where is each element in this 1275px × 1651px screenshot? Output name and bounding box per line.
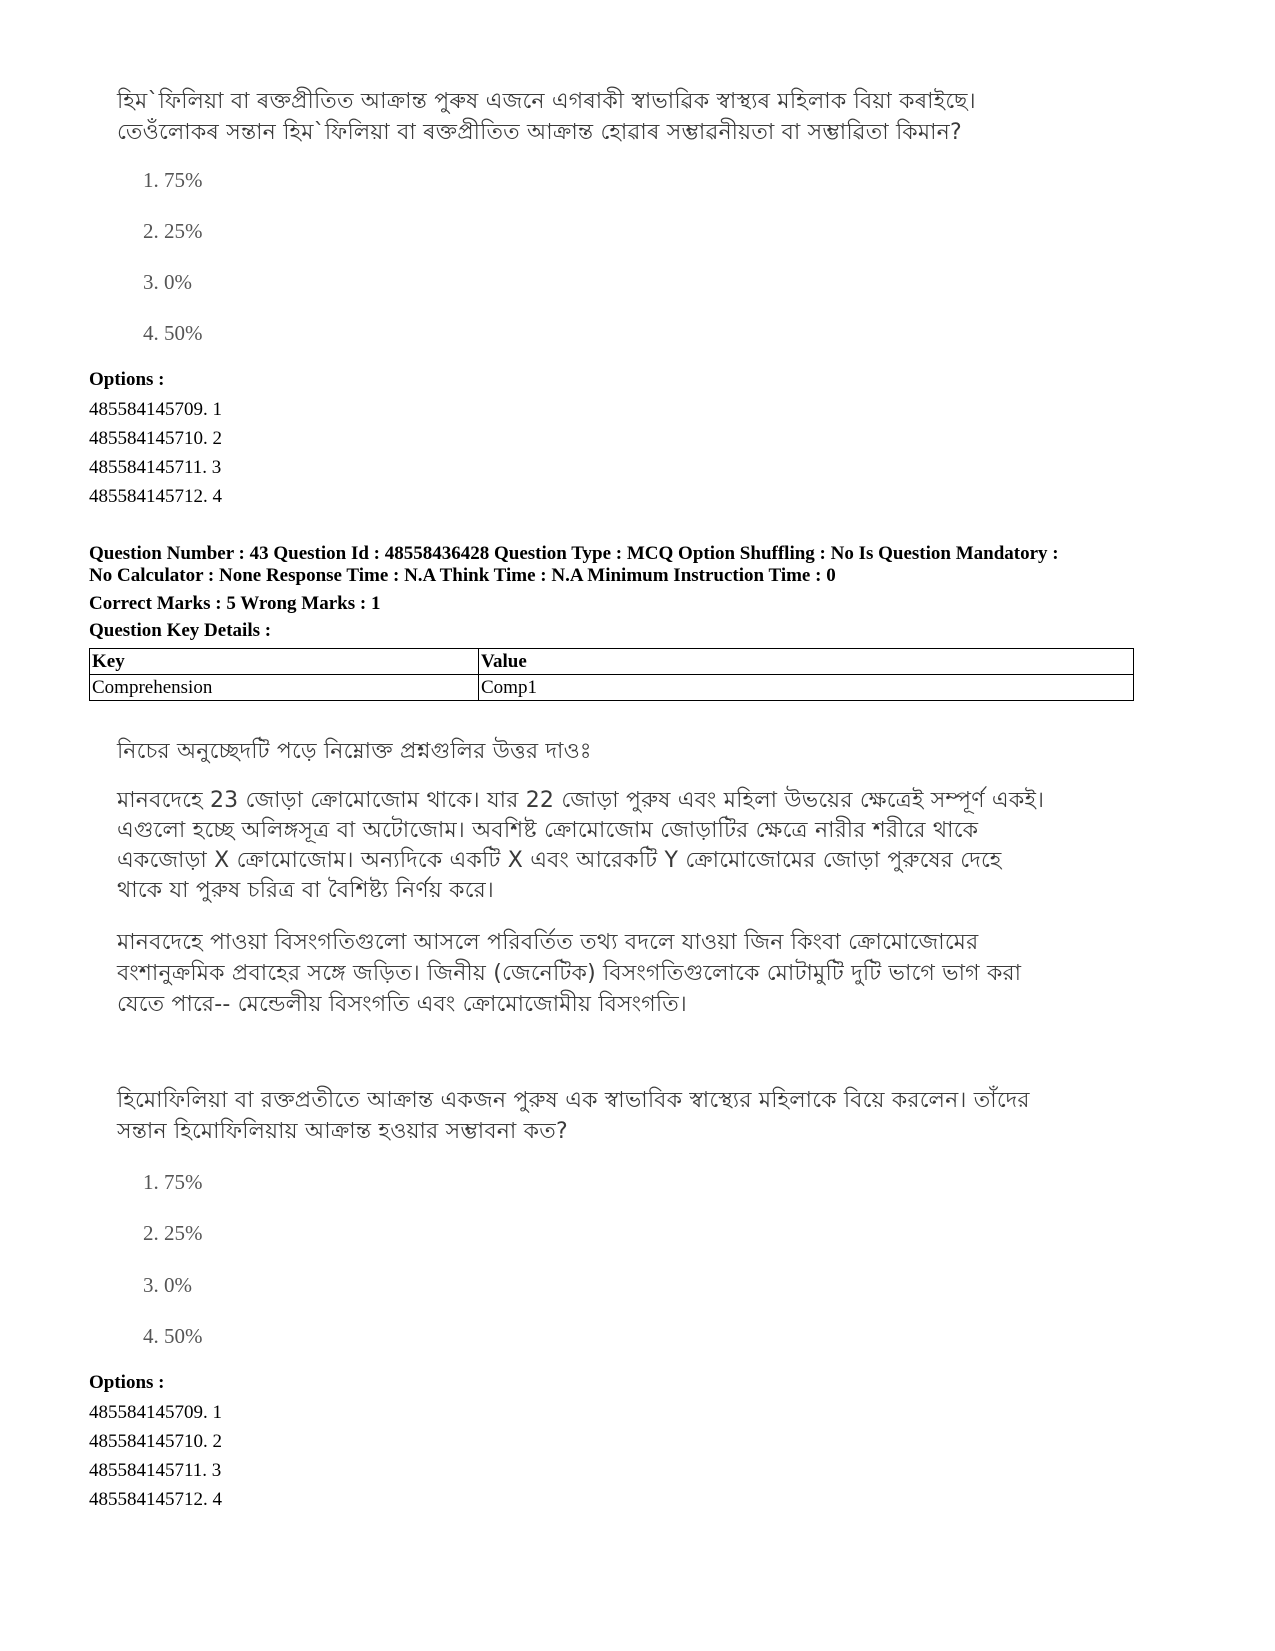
choice-1: 1. 75% bbox=[143, 1170, 203, 1194]
option-item: 485584145712. 4 bbox=[89, 1489, 222, 1510]
question-text-assamese bbox=[117, 86, 976, 148]
table-header-row bbox=[90, 649, 1134, 675]
comprehension-paragraph-2 bbox=[117, 927, 1021, 1020]
question-line: হিম`ফিলিয়া বা ৰক্তপ্ৰীতিত আক্ৰান্ত পুৰুষ এজনে এগৰাকী স্বাভাৱিক স্বাস্থ্যৰ মহিলাক বিয়া কৰাইছে। bbox=[117, 89, 976, 114]
options-label: Options : bbox=[89, 369, 165, 390]
choice-1: 1. 75% bbox=[143, 168, 203, 192]
table-cell-key: Comprehension bbox=[90, 675, 479, 701]
question-line: তেওঁলোকৰ সন্তান হিম`ফিলিয়া বা ৰক্তপ্ৰীতিত আক্ৰান্ত হোৱাৰ সম্ভাৱনীয়তা বা সম্ভাৱিতা কিমান? bbox=[117, 120, 962, 145]
option-item: 485584145711. 3 bbox=[89, 1460, 222, 1481]
option-item: 485584145711. 3 bbox=[89, 457, 222, 478]
question-line: সন্তান হিমোফিলিয়ায় আক্রান্ত হওয়ার সম্ভাবনা কত? bbox=[117, 1119, 568, 1144]
marks-line: Correct Marks : 5 Wrong Marks : 1 bbox=[89, 593, 381, 614]
option-item: 485584145712. 4 bbox=[89, 486, 222, 507]
paragraph-line: যেতে পারে-- মেন্ডেলীয় বিসংগতি এবং ক্রোমোজোমীয় বিসংগতি। bbox=[117, 992, 687, 1017]
key-details-label: Question Key Details : bbox=[89, 620, 272, 641]
choice-3: 3. 0% bbox=[143, 1273, 192, 1297]
question-line: হিমোফিলিয়া বা রক্তপ্রতীতে আক্রান্ত একজন পুরুষ এক স্বাভাবিক স্বাস্থ্যের মহিলাকে বিয়ে করলেন। তাঁদের bbox=[117, 1088, 1030, 1113]
choice-4: 4. 50% bbox=[143, 1324, 203, 1348]
comprehension-instruction: নিচের অনুচ্ছেদটি পড়ে নিম্নোক্ত প্রশ্নগুলির উত্তর দাওঃ bbox=[117, 739, 592, 764]
question-meta bbox=[89, 543, 1059, 587]
choice-2: 2. 25% bbox=[143, 1221, 203, 1245]
option-item: 485584145710. 2 bbox=[89, 1431, 222, 1452]
options-list bbox=[89, 1398, 222, 1514]
paragraph-line: থাকে যা পুরুষ চরিত্র বা বৈশিষ্ট্য নির্ণয় করে। bbox=[117, 878, 494, 903]
table-header-value: Value bbox=[479, 649, 1134, 675]
paragraph-line: মানবদেহে 23 জোড়া ক্রোমোজোম থাকে। যার 22 জোড়া পুরুষ এবং মহিলা উভয়ের ক্ষেত্রেই সম্পূর্ণ একই। bbox=[117, 788, 1045, 813]
options-label: Options : bbox=[89, 1372, 165, 1393]
choice-3: 3. 0% bbox=[143, 270, 192, 294]
option-item: 485584145710. 2 bbox=[89, 428, 222, 449]
comprehension-paragraph-1 bbox=[117, 786, 1044, 906]
question-meta-line: No Calculator : None Response Time : N.A Think Time : N.A Minimum Instruction Time : 0 bbox=[89, 565, 836, 586]
choice-2: 2. 25% bbox=[143, 219, 203, 243]
option-item: 485584145709. 1 bbox=[89, 1402, 222, 1423]
paragraph-line: এগুলো হচ্ছে অলিঙ্গসূত্র বা অটোজোম। অবশিষ্ট ক্রোমোজোম জোড়াটির ক্ষেত্রে নারীর শরীরে থাকে bbox=[117, 818, 979, 843]
paragraph-line: একজোড়া X ক্রোমোজোম। অন্যদিকে একটি X এবং আরেকটি Y ক্রোমোজোমের জোড়া পুরুষের দেহে bbox=[117, 848, 1002, 873]
table-row bbox=[90, 675, 1134, 701]
question-meta-line: Question Number : 43 Question Id : 48558436428 Question Type : MCQ Option Shuffling : No Is Question Mandatory : bbox=[89, 543, 1059, 564]
paragraph-line: বংশানুক্রমিক প্রবাহের সঙ্গে জড়িত। জিনীয় (জেনেটিক) বিসংগতিগুলোকে মোটামুটি দুটি ভাগে ভাগ করা bbox=[117, 961, 1022, 986]
table-header-key: Key bbox=[90, 649, 479, 675]
table-cell-value: Comp1 bbox=[479, 675, 1134, 701]
paragraph-line: মানবদেহে পাওয়া বিসংগতিগুলো আসলে পরিবর্তিত তথ্য বদলে যাওয়া জিন কিংবা ক্রোমোজোমের bbox=[117, 930, 979, 955]
option-item: 485584145709. 1 bbox=[89, 399, 222, 420]
question-text-bengali bbox=[117, 1085, 1030, 1147]
options-list bbox=[89, 395, 222, 511]
choice-4: 4. 50% bbox=[143, 321, 203, 345]
key-details-table bbox=[89, 648, 1134, 701]
